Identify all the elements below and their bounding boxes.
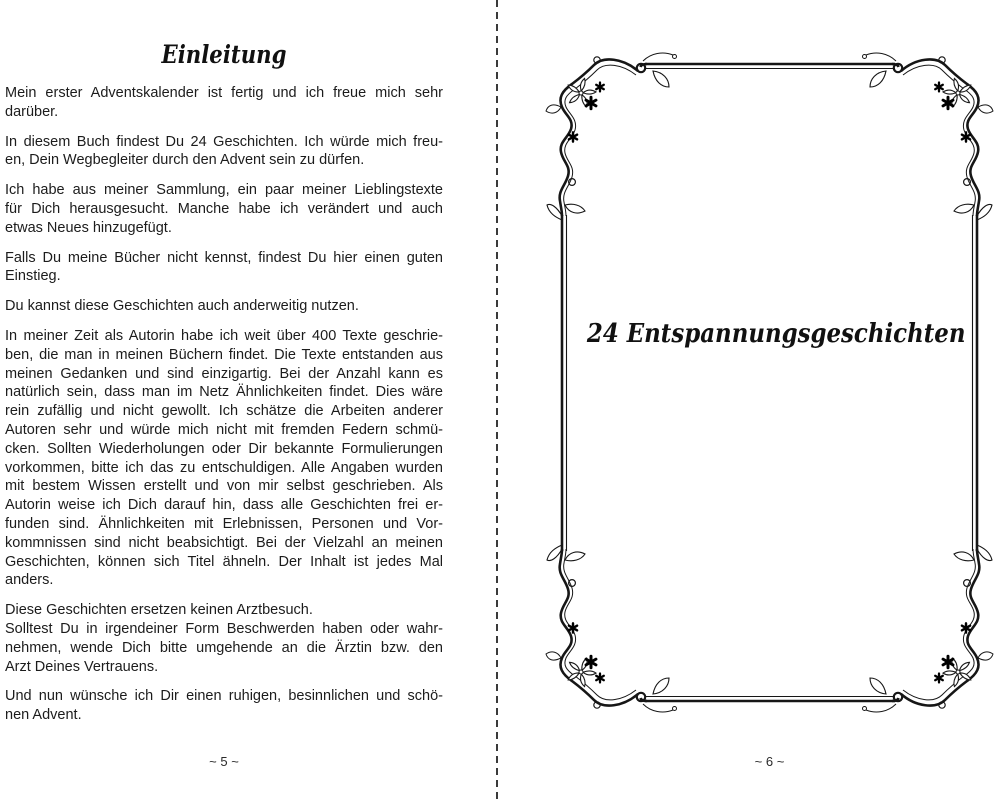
paragraph: [5, 620, 443, 676]
text-line: Geschichten, können sich Titel ähneln. Der Inhalt ist jedes Mal: [5, 553, 443, 570]
text-line: Diese Geschichten ersetzen keinen Arztbesuch.: [5, 602, 313, 619]
text-line: Autorin weise ich Dich darauf hin, dass alle Geschichten frei er-: [5, 497, 443, 514]
text-line: etwas Neues hinzugefügt.: [5, 219, 172, 236]
text-line: darüber.: [5, 103, 59, 120]
text-line: meinen Gedanken und sind einzigartig. Bei der Anzahl kann es: [5, 365, 443, 382]
text-line: natürlich sein, dass man im Netz Ähnlichkeiten findet. Dies wäre: [5, 384, 443, 401]
text-line: Autoren sehr und würde mich nicht mit fremden Federn schmü-: [5, 421, 443, 438]
corner-flourish-top-right: [863, 53, 994, 220]
text-line: vorkommen, bitte ich das zu entschuldigen. Alle Angaben wurden: [5, 459, 443, 476]
text-line: Mein erster Adventskalender ist fertig und ich freue mich sehr: [5, 85, 443, 101]
corner-flourish-bottom-right: [863, 545, 994, 712]
paragraph: [5, 84, 443, 122]
text-line: nen Advent.: [5, 707, 82, 724]
text-line: nehmen, wende Dich bitte umgehende an die Ärztin bzw. den: [5, 639, 443, 656]
text-line: Solltest Du in irgendeiner Form Beschwerden haben oder wahr-: [5, 620, 443, 637]
page-title: Einleitung: [161, 40, 287, 69]
ornamental-frame: [545, 45, 995, 721]
text-line: mit bestem Wissen erstellt und von mir selbst geschrieben. Als: [5, 478, 443, 495]
text-line: ben, die man in meinen Büchern findet. Die Texte entstanden aus: [5, 346, 443, 363]
text-line: Arzt Deines Vertrauens.: [5, 658, 159, 675]
text-line: Einstieg.: [5, 268, 61, 285]
frame-border-lines: [562, 64, 977, 701]
paragraph: [5, 601, 443, 620]
left-page-number: ~ 5 ~: [209, 754, 239, 769]
text-line: en, Dein Wegbegleiter durch den Advent sein zu dürfen.: [5, 152, 365, 169]
introduction-text: [5, 84, 443, 736]
text-line: Falls Du meine Bücher nicht kennst, findest Du hier einen guten: [5, 249, 443, 266]
text-line: Du kannst diese Geschichten auch anderweitig nutzen.: [5, 298, 359, 315]
paragraph: [5, 297, 443, 316]
text-line: cken. Sollten Wiederholungen oder Dir bekannte Formulierungen: [5, 440, 443, 457]
paragraph: [5, 133, 443, 171]
paragraph: [5, 249, 443, 287]
text-line: anders.: [5, 572, 54, 589]
corner-flourish-top-left: [546, 53, 677, 220]
paragraph: [5, 327, 443, 590]
text-line: In meiner Zeit als Autorin habe ich weit über 400 Texte geschrie-: [5, 327, 443, 344]
text-line: In diesem Buch findest Du 24 Geschichten. Ich würde mich freu-: [5, 133, 443, 150]
text-line: funden sind. Ähnlichkeiten mit Erlebnissen, Personen und Vor-: [5, 515, 443, 532]
page-fold-divider: [496, 0, 498, 800]
corner-flourish-bottom-left: [546, 545, 677, 712]
text-line: kommnissen sind nicht beabsichtigt. Bei der Vielzahl an meinen: [5, 534, 443, 551]
text-line: rein zufällig und nicht gewollt. Ich schätze die Arbeiten anderer: [5, 403, 443, 420]
right-page-number: ~ 6 ~: [754, 754, 785, 769]
chapter-title: 24 Entspannungsgeschichten: [586, 319, 966, 349]
paragraph: [5, 687, 443, 725]
paragraph: [5, 181, 443, 237]
text-line: Und nun wünsche ich Dir einen ruhigen, besinnlichen und schö-: [5, 688, 443, 705]
text-line: Ich habe aus meiner Sammlung, ein paar meiner Lieblingstexte: [5, 182, 443, 199]
text-line: für Dich herausgesucht. Manche habe ich verändert und auch: [5, 200, 443, 217]
